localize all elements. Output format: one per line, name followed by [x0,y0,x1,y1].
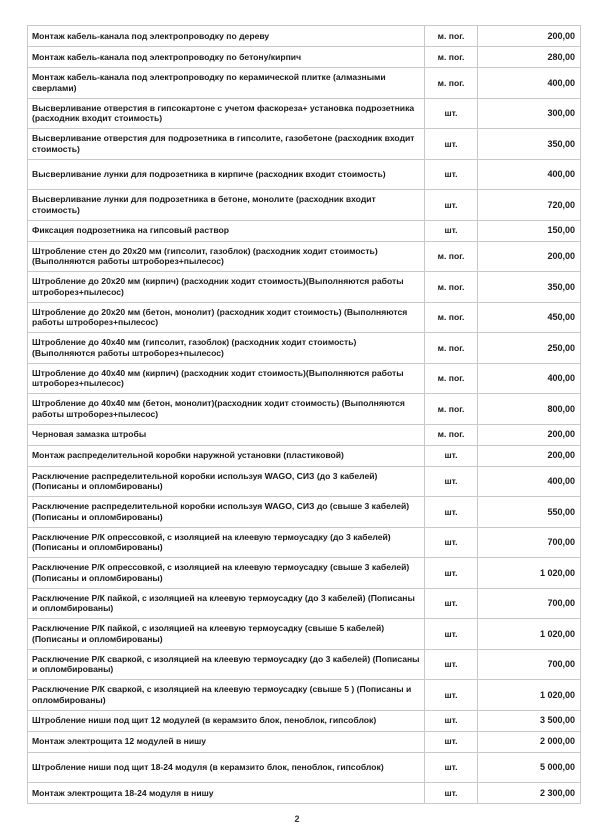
unit-cell: м. пог. [425,302,478,333]
unit-cell: м. пог. [425,333,478,364]
price-cell: 400,00 [478,363,581,394]
work-name-cell: Высверливание отверстия для подрозетника в гипсолите, газобетоне (расходник входит стоимость) [28,129,425,160]
unit-cell: шт. [425,752,478,783]
price-cell: 400,00 [478,466,581,497]
work-name-cell: Штробление ниши под щит 18-24 модуля (в керамзито блок, пеноблок, гипсоблок) [28,752,425,783]
price-cell: 400,00 [478,68,581,99]
work-name-cell: Штробление до 40х40 мм (гипсолит, газоблок) (расходник ходит стоимость) (Выполняются работы штроборез+пылесос) [28,333,425,364]
work-name-cell: Расключение Р/К опрессовкой, с изоляцией на клеевую термоусадку (до 3 кабелей) (Пописаны и опломбированы) [28,527,425,558]
unit-cell: шт. [425,220,478,241]
price-cell: 250,00 [478,333,581,364]
price-cell: 700,00 [478,527,581,558]
unit-cell: шт. [425,588,478,619]
work-name-cell: Штробление до 40х40 мм (бетон, монолит)(расходник ходит стоимость) (Выполняются работы штроборез+пылесос) [28,394,425,425]
price-table [27,25,581,804]
work-name-cell: Расключение Р/К сваркой, с изоляцией на клеевую термоусадку (до 3 кабелей) (Пописаны и опломбированы) [28,649,425,680]
table-row [28,302,581,333]
unit-cell: шт. [425,129,478,160]
work-name-cell: Штробление до 20х20 мм (кирпич) (расходник ходит стоимость)(Выполняются работы штроборез+пылесос) [28,272,425,303]
price-cell: 200,00 [478,445,581,466]
table-row [28,619,581,650]
work-name-cell: Фиксация подрозетника на гипсовый раствор [28,220,425,241]
price-cell: 5 000,00 [478,752,581,783]
unit-cell: шт. [425,710,478,731]
price-cell: 400,00 [478,159,581,190]
work-name-cell: Монтаж кабель-канала под электропроводку по керамической плитке (алмазными сверлами) [28,68,425,99]
table-row [28,680,581,711]
table-row [28,241,581,272]
table-row [28,220,581,241]
work-name-cell: Высверливание лунки для подрозетника в кирпиче (расходник входит стоимость) [28,159,425,190]
price-cell: 350,00 [478,129,581,160]
work-name-cell: Монтаж электрощита 18-24 модуля в нишу [28,783,425,804]
work-name-cell: Штробление до 20х20 мм (бетон, монолит) (расходник ходит стоимость) (Выполняются работы штроборез+пылесос) [28,302,425,333]
table-row [28,129,581,160]
table-row [28,783,581,804]
table-row [28,98,581,129]
price-cell: 2 000,00 [478,731,581,752]
price-cell: 200,00 [478,26,581,47]
price-cell: 1 020,00 [478,680,581,711]
unit-cell: шт. [425,619,478,650]
unit-cell: м. пог. [425,363,478,394]
work-name-cell: Черновая замазка штробы [28,424,425,445]
price-cell: 350,00 [478,272,581,303]
price-cell: 550,00 [478,497,581,528]
unit-cell: м. пог. [425,272,478,303]
price-cell: 1 020,00 [478,619,581,650]
price-cell: 720,00 [478,190,581,221]
table-row [28,159,581,190]
work-name-cell: Расключение Р/К сваркой, с изоляцией на клеевую термоусадку (свыше 5 ) (Пописаны и опломбированы) [28,680,425,711]
table-row [28,466,581,497]
work-name-cell: Расключение Р/К пайкой, с изоляцией на клеевую термоусадку (до 3 кабелей) (Пописаны и опломбированы) [28,588,425,619]
table-row [28,527,581,558]
unit-cell: шт. [425,466,478,497]
unit-cell: шт. [425,649,478,680]
table-row [28,649,581,680]
unit-cell: м. пог. [425,394,478,425]
table-row [28,363,581,394]
unit-cell: м. пог. [425,68,478,99]
table-row [28,731,581,752]
table-row [28,752,581,783]
unit-cell: шт. [425,445,478,466]
table-row [28,272,581,303]
table-row [28,445,581,466]
unit-cell: м. пог. [425,241,478,272]
unit-cell: м. пог. [425,26,478,47]
unit-cell: шт. [425,497,478,528]
work-name-cell: Расключение распределительной коробки используя WAGO, СИЗ (до 3 кабелей) (Пописаны и опломбированы) [28,466,425,497]
unit-cell: шт. [425,783,478,804]
price-table-body [28,26,581,804]
price-cell: 280,00 [478,47,581,68]
price-cell: 800,00 [478,394,581,425]
table-row [28,190,581,221]
work-name-cell: Штробление до 40х40 мм (кирпич) (расходник ходит стоимость)(Выполняются работы штроборез+пылесос) [28,363,425,394]
table-row [28,47,581,68]
unit-cell: м. пог. [425,424,478,445]
work-name-cell: Высверливание лунки для подрозетника в бетоне, монолите (расходник входит стоимость) [28,190,425,221]
table-row [28,424,581,445]
work-name-cell: Монтаж кабель-канала под электропроводку по дереву [28,26,425,47]
unit-cell: шт. [425,680,478,711]
price-cell: 200,00 [478,241,581,272]
table-row [28,394,581,425]
price-cell: 300,00 [478,98,581,129]
price-cell: 450,00 [478,302,581,333]
unit-cell: шт. [425,159,478,190]
work-name-cell: Расключение Р/К опрессовкой, с изоляцией на клеевую термоусадку (свыше 3 кабелей) (Пописаны и опломбированы) [28,558,425,589]
table-row [28,710,581,731]
work-name-cell: Расключение Р/К пайкой, с изоляцией на клеевую термоусадку (свыше 5 кабелей) (Пописаны и опломбированы) [28,619,425,650]
table-row [28,588,581,619]
work-name-cell: Монтаж кабель-канала под электропроводку по бетону/кирпич [28,47,425,68]
table-row [28,68,581,99]
table-row [28,497,581,528]
work-name-cell: Штробление ниши под щит 12 модулей (в керамзито блок, пеноблок, гипсоблок) [28,710,425,731]
price-cell: 700,00 [478,588,581,619]
unit-cell: м. пог. [425,47,478,68]
price-cell: 3 500,00 [478,710,581,731]
table-row [28,26,581,47]
work-name-cell: Монтаж электрощита 12 модулей в нишу [28,731,425,752]
price-cell: 1 020,00 [478,558,581,589]
work-name-cell: Расключение распределительной коробки используя WAGO, СИЗ до (свыше 3 кабелей) (Пописаны и опломбированы) [28,497,425,528]
unit-cell: шт. [425,190,478,221]
unit-cell: шт. [425,98,478,129]
price-cell: 200,00 [478,424,581,445]
work-name-cell: Монтаж распределительной коробки наружной установки (пластиковой) [28,445,425,466]
table-row [28,558,581,589]
price-cell: 2 300,00 [478,783,581,804]
unit-cell: шт. [425,731,478,752]
work-name-cell: Штробление стен до 20х20 мм (гипсолит, газоблок) (расходник ходит стоимость) (Выполняются работы штроборез+пылесос) [28,241,425,272]
unit-cell: шт. [425,527,478,558]
price-cell: 150,00 [478,220,581,241]
unit-cell: шт. [425,558,478,589]
table-row [28,333,581,364]
price-cell: 700,00 [478,649,581,680]
page-number: 2 [294,814,300,824]
work-name-cell: Высверливание отверстия в гипсокартоне с учетом фаскореза+ установка подрозетника (расходник входит стоимость) [28,98,425,129]
